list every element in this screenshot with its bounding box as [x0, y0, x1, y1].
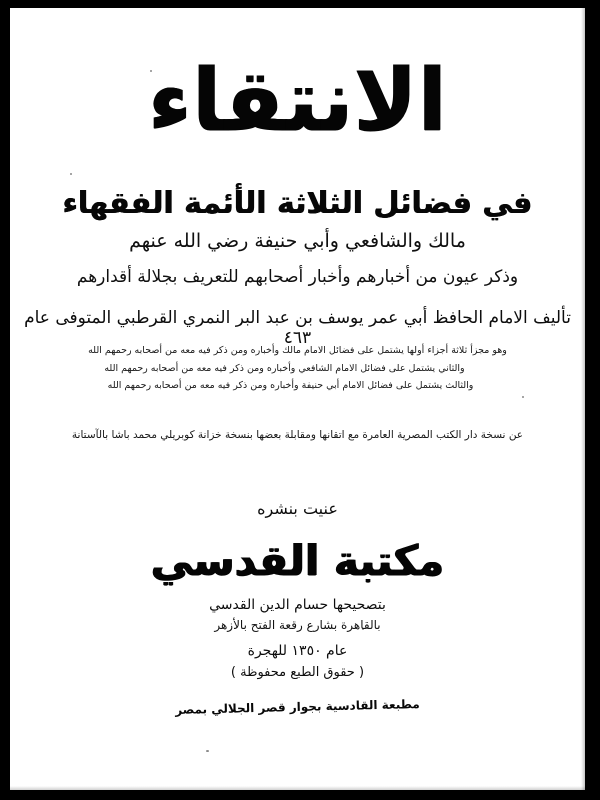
page-title: الانتقاء: [147, 51, 448, 151]
printer-line: مطبعة القادسية بجوار قصر الجلالي بمصر: [175, 697, 420, 717]
volume-description-line: والثالث يشتمل على فضائل الامام أبي حنيفة وأخباره ومن ذكر فيه معه من أصحابه رحمهم الله: [107, 380, 474, 392]
publisher-address: بالقاهرة بشارع رقعة الفتح بالأزهر: [214, 618, 381, 632]
publication-year: عام ١٣٥٠ للهجرة: [247, 643, 348, 659]
editor-line: بتصحيحها حسام الدين القدسي: [209, 597, 386, 613]
publisher-intro: عنيت بنشره: [257, 499, 338, 518]
subtitle-imams: مالك والشافعي وأبي حنيفة رضي الله عنهم: [129, 230, 466, 252]
volume-description-line: والثاني يشتمل على فضائل الامام الشافعي وأخباره ومن ذكر فيه معه من أصحابه رحمهم الله: [104, 362, 465, 374]
subtitle-primary: في فضائل الثلاثة الأئمة الفقهاء: [62, 186, 533, 221]
author-line: تأليف الامام الحافظ أبي عمر يوسف بن عبد البر النمري القرطبي المتوفى عام ٤٦٣: [24, 308, 571, 348]
subtitle-description: وذكر عيون من أخبارهم وأخبار أصحابهم للتعريف بجلالة أقدارهم: [76, 267, 519, 287]
copyright-notice: ( حقوق الطبع محفوظة ): [230, 665, 365, 680]
publisher-name: مكتبة القدسي: [150, 536, 445, 585]
page-content: [10, 8, 585, 790]
volume-description-line: وهو مجزأ ثلاثة أجزاء أولها يشتمل على فضائل الامام مالك وأخباره ومن ذكر فيه معه من أصحابه رحمهم الله: [88, 345, 507, 356]
volumes-description: [40, 342, 555, 395]
scanned-page: [10, 8, 585, 790]
provenance-note: عن نسخة دار الكتب المصرية العامرة مع اتقانها ومقابلة بعضها بنسخة خزانة كوبريلي محمد باشا بالآستانة: [71, 429, 524, 441]
